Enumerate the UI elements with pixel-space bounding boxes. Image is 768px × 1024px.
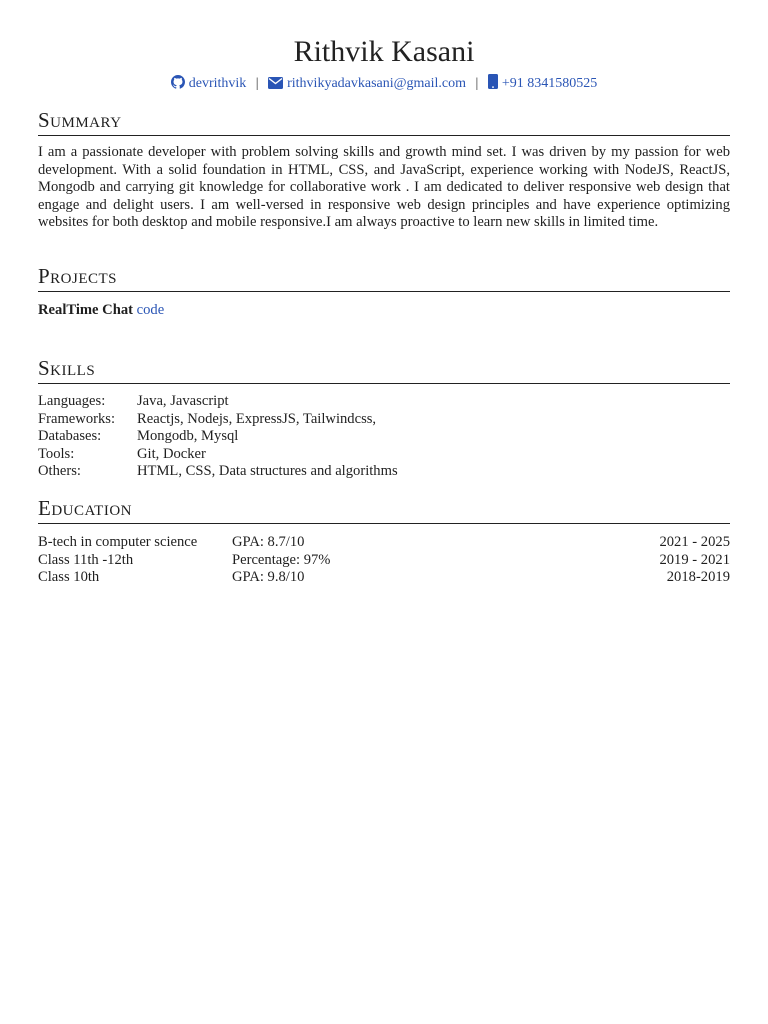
skill-value: Git, Docker: [137, 445, 206, 462]
summary-text: I am a passionate developer with problem solving skills and growth mind set. I was driven by my passion for web development. With a solid foundation in HTML, CSS, and JavaScript, experience working with NodeJS, ReactJS, Mongodb and carrying git knowledge for collaborative work . I am dedicated to deliver responsive web design that engage and delight users. I am well-versed in responsive web design principles and have experience optimizing websites for both desktop and mobile responsive.I am always proactive to learn new skills in limited time.: [38, 144, 730, 231]
email-address: rithvikyadavkasani@gmail.com: [287, 76, 467, 91]
envelope-icon: [268, 76, 283, 96]
education-degree: B-tech in computer science: [38, 534, 198, 550]
skill-row: [38, 393, 730, 411]
skill-row: [38, 411, 730, 429]
summary-heading: Summary: [38, 108, 730, 136]
github-icon: [171, 75, 185, 96]
education-grade: Percentage: 97%: [232, 551, 331, 568]
projects-heading: Projects: [38, 264, 730, 292]
skills-heading: Skills: [38, 356, 730, 384]
email-link[interactable]: [268, 76, 469, 91]
github-link[interactable]: [171, 76, 250, 91]
mobile-phone-icon: [488, 74, 498, 96]
phone-link[interactable]: [488, 76, 597, 91]
skill-label: Databases:: [38, 428, 102, 445]
education-row: [38, 552, 730, 570]
separator: |: [255, 76, 259, 91]
education-list: [38, 534, 730, 587]
education-row: [38, 569, 730, 587]
education-years: 2019 - 2021: [659, 551, 730, 568]
skill-row: [38, 428, 730, 446]
summary-section: [38, 108, 730, 232]
education-years: 2021 - 2025: [659, 534, 730, 550]
separator: |: [475, 76, 479, 91]
skill-label: Tools:: [38, 445, 75, 462]
skill-value: HTML, CSS, Data structures and algorithms: [137, 463, 398, 480]
skill-row: [38, 463, 730, 481]
project-code-link[interactable]: code: [136, 302, 165, 318]
education-years: 2018-2019: [666, 569, 730, 586]
project-name: RealTime Chat: [38, 302, 133, 318]
skills-list: [38, 393, 730, 481]
skill-row: [38, 446, 730, 464]
education-grade: GPA: 8.7/10: [232, 534, 305, 550]
project-item: [38, 302, 730, 319]
skill-label: Frameworks:: [38, 410, 116, 427]
phone-number: +91 8341580525: [501, 76, 598, 91]
skill-label: Languages:: [38, 393, 106, 409]
education-row: [38, 534, 730, 552]
education-degree: Class 10th: [38, 569, 100, 586]
skill-label: Others:: [38, 463, 81, 480]
candidate-name: Rithvik Kasani: [293, 35, 475, 68]
education-degree: Class 11th -12th: [38, 551, 134, 568]
github-handle: devrithvik: [188, 76, 247, 91]
skill-value: Reactjs, Nodejs, ExpressJS, Tailwindcss,: [137, 410, 377, 427]
projects-section: [38, 264, 730, 319]
skill-value: Mongodb, Mysql: [137, 428, 239, 445]
education-grade: GPA: 9.8/10: [232, 569, 305, 586]
education-section: [38, 496, 730, 587]
education-heading: Education: [38, 496, 730, 524]
skill-value: Java, Javascript: [137, 393, 229, 409]
skills-section: [38, 356, 730, 481]
contact-line: [0, 74, 768, 96]
